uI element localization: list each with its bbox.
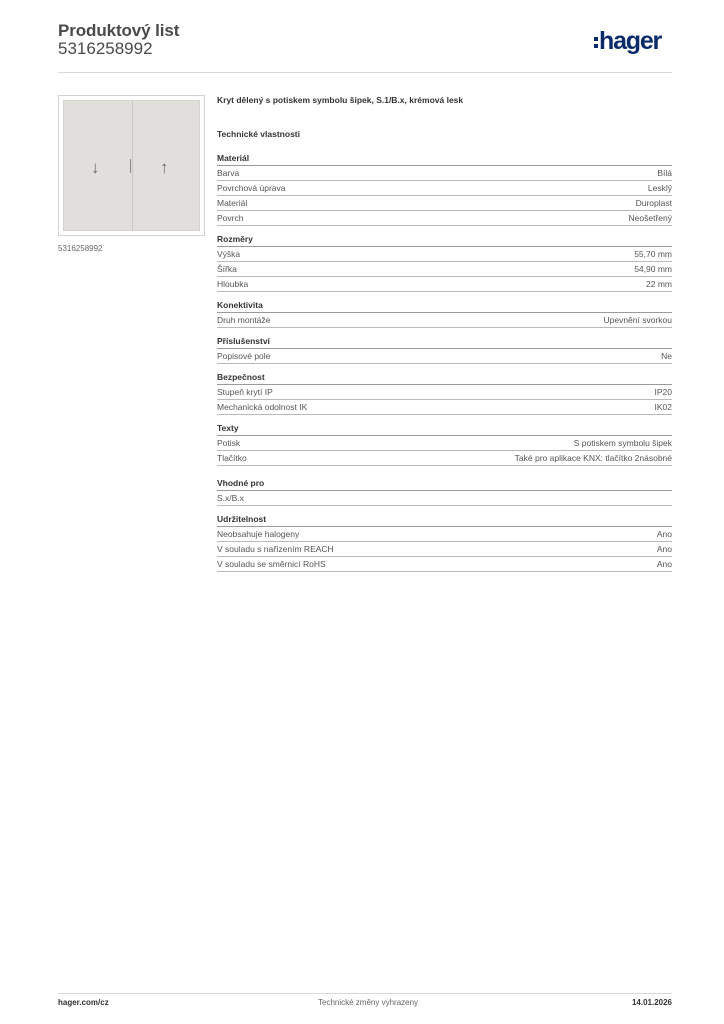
spec-row: [217, 262, 672, 277]
spec-value: 54,90 mm: [634, 264, 672, 274]
spec-row: [217, 527, 672, 542]
section-sustainability: [217, 514, 672, 572]
spec-row: [217, 277, 672, 292]
rocker-notch: [130, 159, 131, 173]
spec-value: Lesklý: [647, 183, 672, 193]
spec-value: Ano: [656, 544, 672, 554]
logo-dots-icon: [594, 37, 598, 48]
spec-label: Povrchová úprava: [217, 183, 286, 193]
website-link[interactable]: hager.com/cz: [58, 998, 109, 1007]
spec-row: [217, 542, 672, 557]
footer-divider: [58, 993, 672, 994]
spec-row: [217, 166, 672, 181]
spec-row: [217, 557, 672, 572]
spec-label: Potisk: [217, 438, 241, 448]
spec-label: S.x/B.x: [217, 493, 244, 503]
spec-value: Ano: [656, 559, 672, 569]
section-heading: Příslušenství: [217, 336, 672, 349]
spec-label: Tlačítko: [217, 453, 247, 463]
spec-value: Ne: [661, 351, 672, 361]
section-accessories: [217, 336, 672, 364]
spec-row: [217, 400, 672, 415]
section-heading: Udržitelnost: [217, 514, 672, 527]
section-heading: Materiál: [217, 153, 672, 166]
spec-label: V souladu s nařízením REACH: [217, 544, 334, 554]
spec-value: S potiskem symbolu šipek: [573, 438, 672, 448]
spec-row: [217, 313, 672, 328]
spec-row: [217, 181, 672, 196]
spec-row: [217, 247, 672, 262]
spec-label: Šířka: [217, 264, 237, 274]
spec-label: Hloubka: [217, 279, 249, 289]
arrow-down-icon: ↓: [91, 158, 100, 177]
section-material: [217, 153, 672, 226]
spec-label: Mechanická odolnost IK: [217, 402, 308, 412]
tech-properties-heading: Technické vlastnosti: [217, 129, 300, 139]
spec-row: [217, 436, 672, 451]
spec-value: 22 mm: [646, 279, 672, 289]
spec-label: Druh montáže: [217, 315, 271, 325]
spec-panel: [217, 95, 672, 580]
header-divider: [58, 72, 672, 73]
spec-value: Duroplast: [635, 198, 672, 208]
spec-value: Ano: [656, 529, 672, 539]
spec-label: Povrch: [217, 213, 244, 223]
image-caption: 5316258992: [58, 244, 103, 253]
arrow-up-icon: ↑: [160, 158, 169, 177]
section-connectivity: [217, 300, 672, 328]
product-name: Kryt dělený s potiskem symbolu šipek, S.1/B.x, krémová lesk: [217, 95, 464, 105]
section-heading: Vhodné pro: [217, 478, 672, 491]
spec-value: Upevnění svorkou: [603, 315, 672, 325]
spec-label: Stupeň krytí IP: [217, 387, 273, 397]
section-safety: [217, 372, 672, 415]
spec-label: Popisové pole: [217, 351, 271, 361]
footer-date: 14.01.2026: [631, 998, 672, 1007]
spec-label: Výška: [217, 249, 241, 259]
section-heading: Rozměry: [217, 234, 672, 247]
product-image-frame: [58, 95, 205, 236]
hager-logo: [594, 27, 661, 55]
section-suitable-for: [217, 478, 672, 506]
spec-label: Barva: [217, 168, 240, 178]
section-dimensions: [217, 234, 672, 292]
spec-value: Také pro aplikace KNX: tlačítko 2násobné: [514, 453, 672, 463]
spec-row: [217, 349, 672, 364]
footer-note: Technické změny vyhrazeny: [318, 998, 419, 1007]
logo-wordmark: hager: [599, 27, 662, 55]
spec-value: Neošetřený: [628, 213, 672, 223]
product-image: [63, 100, 200, 231]
product-number: 5316258992: [58, 39, 153, 58]
spec-value: IK02: [654, 402, 672, 412]
spec-row: [217, 451, 672, 466]
section-texts: [217, 423, 672, 466]
page-title: Produktový list: [58, 21, 180, 40]
spec-label: Materiál: [217, 198, 248, 208]
spec-value: Bílá: [657, 168, 672, 178]
spec-label: V souladu se směrnicí RoHS: [217, 559, 326, 569]
section-heading: Bezpečnost: [217, 372, 672, 385]
spec-row: [217, 385, 672, 400]
spec-label: Neobsahuje halogeny: [217, 529, 300, 539]
section-heading: Texty: [217, 423, 672, 436]
spec-row: [217, 491, 672, 506]
spec-row: [217, 196, 672, 211]
spec-value: IP20: [654, 387, 672, 397]
spec-row: [217, 211, 672, 226]
spec-value: 55,70 mm: [634, 249, 672, 259]
section-heading: Konektivita: [217, 300, 672, 313]
rocker-split-line: [132, 101, 133, 230]
